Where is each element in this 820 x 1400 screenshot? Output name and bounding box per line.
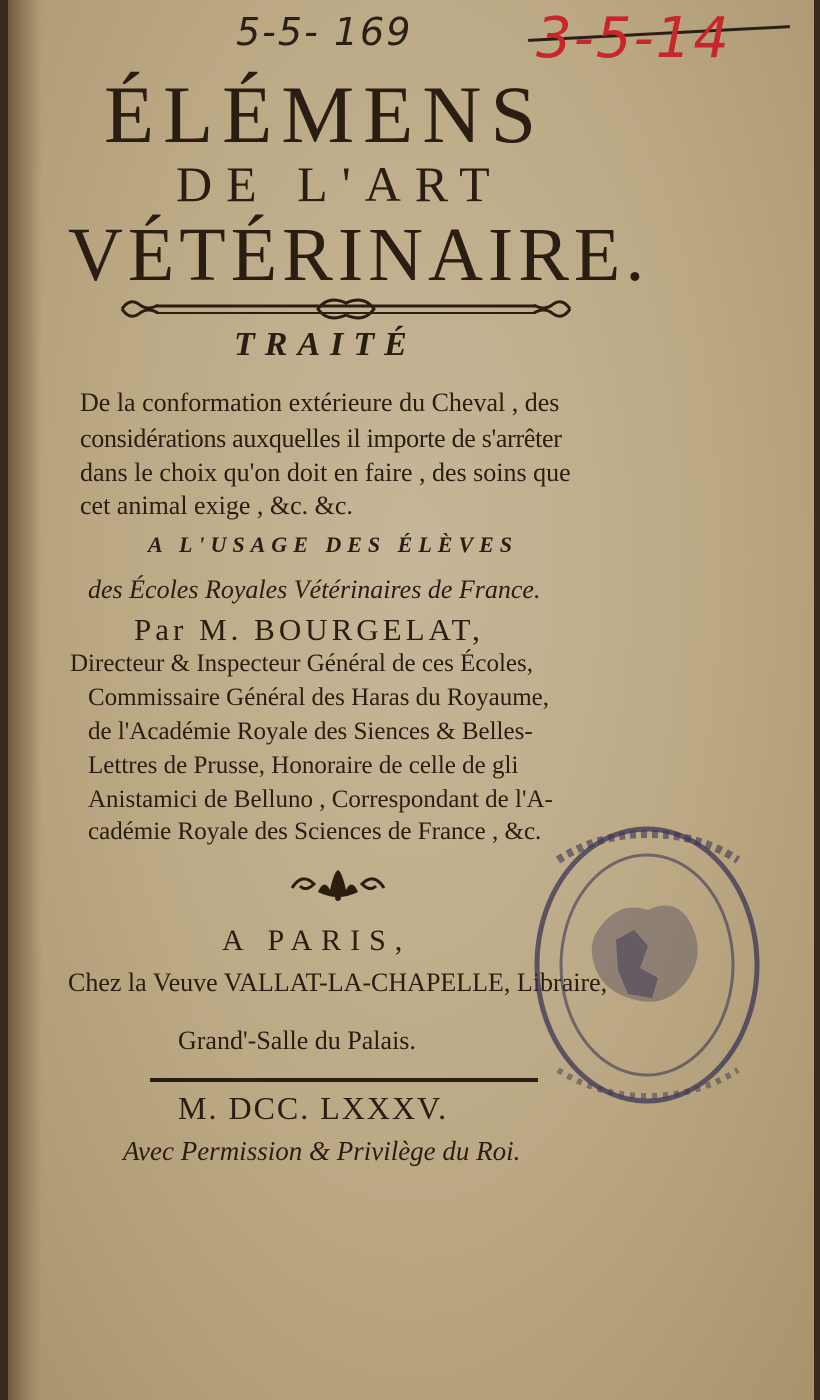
shelfmark-ink: 5-5- 169 bbox=[236, 10, 413, 54]
title-line-2: DE L'ART bbox=[176, 156, 504, 212]
subtitle-line-4: cet animal exige , &c. &c. bbox=[80, 491, 353, 520]
title-line-1: ÉLÉMENS bbox=[104, 69, 546, 160]
author-title-4: Lettres de Prusse, Honoraire de celle de gli bbox=[88, 752, 519, 779]
book-spine-shadow bbox=[8, 0, 42, 1400]
author-title-2: Commissaire Général des Haras du Royaume, bbox=[88, 684, 549, 711]
author-line: Par M. BOURGELAT, bbox=[134, 612, 484, 647]
shelfmark-red: 3-5-14 bbox=[536, 6, 731, 71]
library-stamp-icon bbox=[528, 820, 766, 1110]
imprint-address: Grand'-Salle du Palais. bbox=[178, 1026, 416, 1055]
author-title-6: cadémie Royale des Sciences de France , &c. bbox=[88, 818, 542, 845]
treatise-heading: TRAITÉ bbox=[234, 326, 417, 363]
subtitle-line-3: dans le choix qu'on doit en faire , des soins que bbox=[80, 458, 571, 487]
fleuron-ornament bbox=[288, 866, 388, 906]
imprint-city: A PARIS, bbox=[222, 924, 412, 957]
title-line-3: VÉTÉRINAIRE. bbox=[68, 213, 650, 297]
author-title-5: Anistamici de Belluno , Correspondant de l'A- bbox=[88, 786, 553, 813]
imprint-privilege: Avec Permission & Privilège du Roi. bbox=[123, 1136, 521, 1166]
author-title-1: Directeur & Inspecteur Général de ces Écoles, bbox=[70, 650, 533, 677]
title-page bbox=[8, 0, 814, 1400]
schools-line: des Écoles Royales Vétérinaires de France. bbox=[88, 575, 541, 604]
imprint-publisher: Chez la Veuve VALLAT-LA-CHAPELLE, Libraire, bbox=[68, 968, 608, 997]
title-ornament-rule bbox=[118, 294, 574, 324]
imprint-date: M. DCC. LXXXV. bbox=[178, 1090, 449, 1126]
author-title-3: de l'Académie Royale des Siences & Belles- bbox=[88, 718, 533, 745]
subtitle-line-2: considérations auxquelles il importe de s'arrêter bbox=[80, 424, 562, 453]
imprint-rule bbox=[150, 1078, 538, 1082]
subtitle-line-1: De la conformation extérieure du Cheval , des bbox=[80, 388, 560, 417]
usage-line: A L'USAGE DES ÉLÈVES bbox=[148, 532, 519, 557]
